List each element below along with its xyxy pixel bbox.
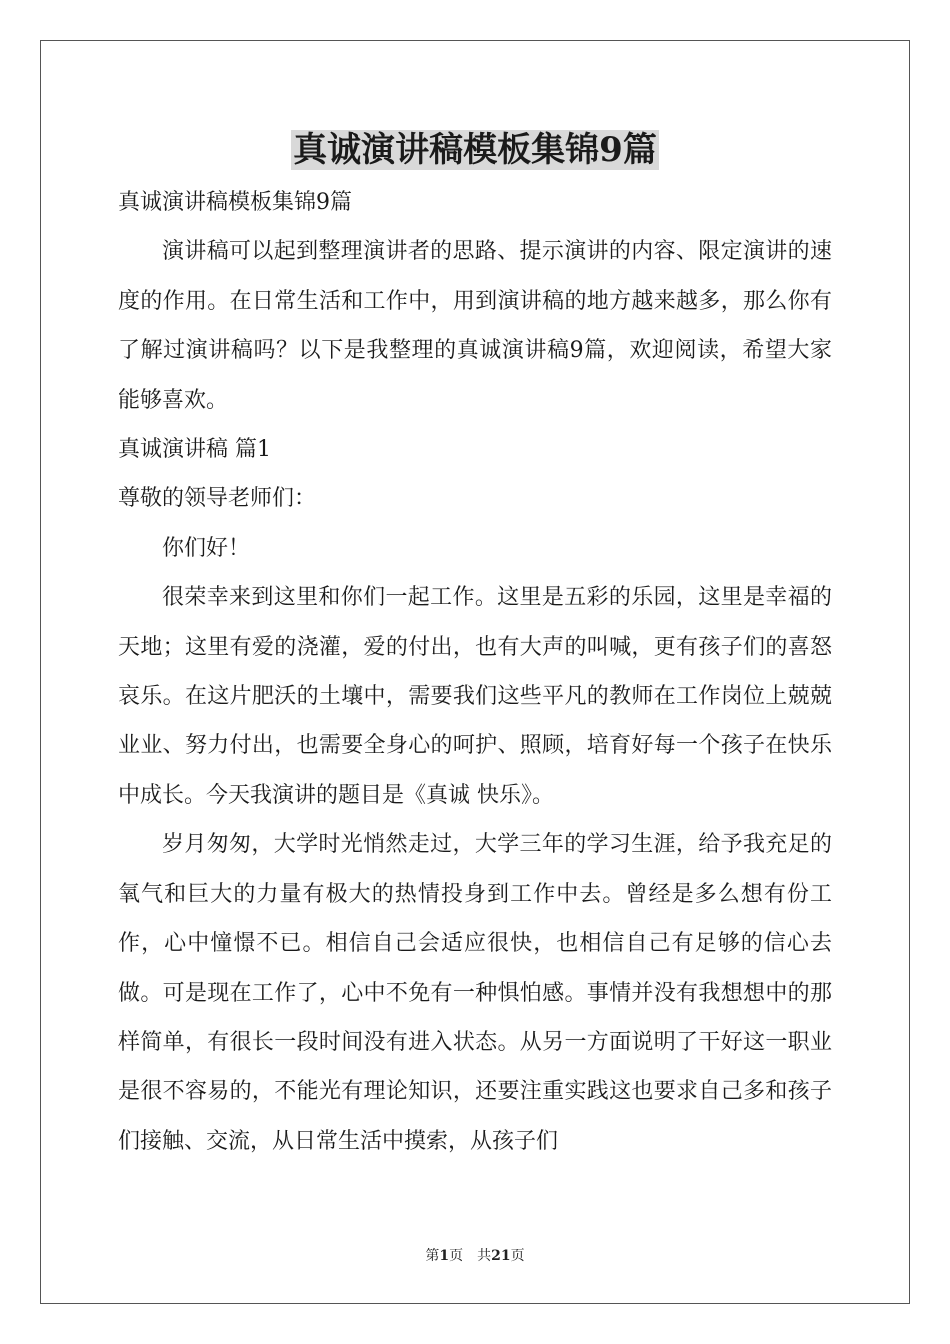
subtitle-paragraph: 真诚演讲稿模板集锦9篇 [118,190,352,215]
total-suffix: 页 [510,1248,525,1264]
document-title-text: 真诚演讲稿模板集锦9篇 [293,130,657,170]
page-footer [0,1246,950,1266]
page-total: 21 [491,1248,511,1264]
total-prefix: 共 [477,1248,492,1264]
section-heading: 真诚演讲稿 篇1 [118,437,271,463]
intro-paragraph: 演讲稿可以起到整理演讲者的思路、提示演讲的内容、限定演讲的速度的作用。在日常生活和工作中，用到演讲稿的地方越来越多，那么你有了解过演讲稿吗？以下是我整理的真诚演讲稿9篇，欢迎阅读，希望大家能够喜欢。 [118,239,832,413]
salutation: 尊敬的领导老师们： [118,486,317,512]
body-paragraph: 岁月匆匆，大学时光悄然走过，大学三年的学习生涯，给予我充足的氧气和巨大的力量有极大的热情投身到工作中去。曾经是多么想有份工作，心中憧憬不已。相信自己会适应很快，也相信自己有足够的信心去做。可是现在工作了，心中不免有一种惧怕感。事情并没有我想想中的那样简单，有很长一段时间没有进入状态。从另一方面说明了干好这一职业是很不容易的，不能光有理论知识，还要注重实践这也要求自己多和孩子们接触、交流，从日常生活中摸索，从孩子们 [118,832,832,1154]
greeting: 你们好！ [162,535,251,561]
document-title [0,122,950,178]
page-current: 1 [439,1248,450,1264]
page-prefix: 第 [425,1248,440,1264]
body-paragraph: 很荣幸来到这里和你们一起工作。这里是五彩的乐园，这里是幸福的天地；这里有爱的浇灌，爱的付出，也有大声的叫喊，更有孩子们的喜怒哀乐。在这片肥沃的土壤中，需要我们这些平凡的教师在工作岗位上兢兢业业、努力付出，也需要全身心的呵护、照顾，培育好每一个孩子在快乐中成长。今天我演讲的题目是《真诚 快乐》。 [118,585,832,808]
document-body [118,178,832,1166]
page-suffix: 页 [449,1248,464,1264]
